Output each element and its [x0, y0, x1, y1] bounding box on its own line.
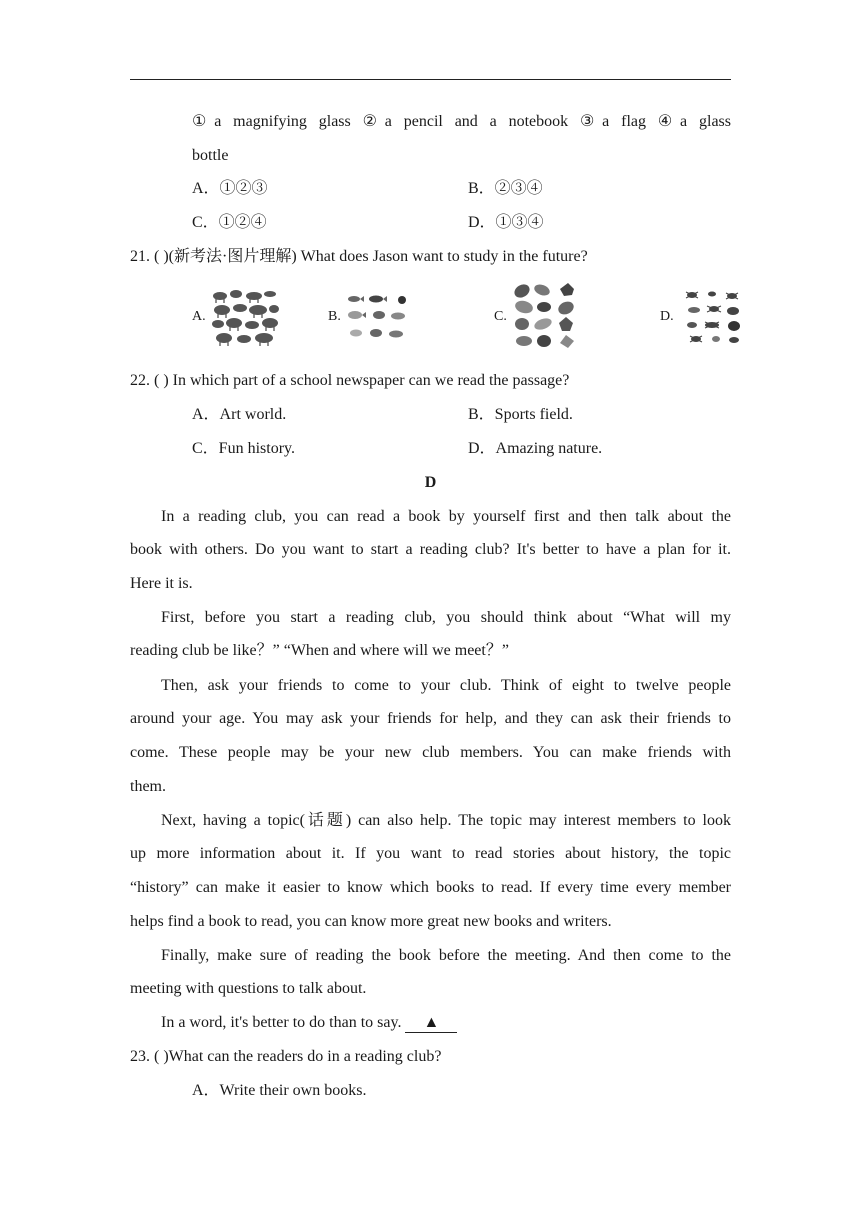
passage-line: In a reading club, you can read a book by yourself first and then talk about the: [161, 508, 731, 525]
q22-option-c[interactable]: C．Fun history.: [192, 440, 295, 457]
passage-line: book with others. Do you want to start a reading club? It's better to have a plan for it.: [130, 541, 731, 558]
passage-line: them.: [130, 778, 166, 795]
passage-last-line: [161, 1013, 731, 1033]
header-rule: [130, 79, 731, 80]
q21-option-b[interactable]: [328, 285, 428, 350]
passage-line: up more information about it. If you want to read stories about history, the topic: [130, 845, 731, 862]
q21-option-a-letter: A.: [192, 309, 206, 324]
q20-items-line1: ①a magnifying glass ②a pencil and a notebook ③a flag ④a glass: [192, 113, 731, 130]
q20-option-d[interactable]: D．①③④: [468, 214, 544, 231]
fish-image-icon: [346, 293, 412, 343]
q22-stem: 22. ( ) In which part of a school newspaper can we read the passage?: [130, 372, 570, 389]
q21-option-a[interactable]: [192, 285, 292, 350]
passage-line: Next, having a topic(话题) can also help. The topic may interest members to look: [161, 812, 731, 829]
passage-last-line-text: In a word, it's better to do than to say.: [161, 1014, 402, 1031]
q20-option-a[interactable]: A．①②③: [192, 180, 268, 197]
passage-line: helps find a book to read, you can know more great new books and writers.: [130, 913, 612, 930]
q22-option-a[interactable]: A．Art world.: [192, 406, 287, 423]
passage-line: First, before you start a reading club, you should think about “What will my: [161, 609, 731, 626]
q23-stem: 23. ( )What can the readers do in a reading club?: [130, 1048, 442, 1065]
passage-line: Then, ask your friends to come to your club. Think of eight to twelve people: [161, 677, 731, 694]
passage-line: “history” can make it easier to know which books to read. If every time every member: [130, 879, 731, 896]
q21-option-c[interactable]: [494, 285, 594, 350]
insects-image-icon: [684, 289, 742, 345]
q21-stem: 21. ( )(新考法·图片理解) What does Jason want to study in the future?: [130, 248, 588, 265]
passage-line: Here it is.: [130, 575, 193, 592]
answer-blank[interactable]: [405, 1014, 457, 1033]
q23-option-a[interactable]: A．Write their own books.: [192, 1082, 367, 1099]
q22-option-b[interactable]: B．Sports field.: [468, 406, 573, 423]
q21-option-d[interactable]: [660, 285, 750, 350]
passage-line: meeting with questions to talk about.: [130, 980, 367, 997]
q21-option-c-letter: C.: [494, 309, 507, 324]
q22-option-d[interactable]: D．Amazing nature.: [468, 440, 603, 457]
blank-triangle-mark: ▲: [423, 1014, 440, 1031]
passage-line: Finally, make sure of reading the book before the meeting. And then come to the: [161, 947, 731, 964]
animals-image-icon: [210, 288, 282, 348]
q20-option-b[interactable]: B．②③④: [468, 180, 543, 197]
q21-option-d-letter: D.: [660, 309, 674, 324]
q20-option-c[interactable]: C．①②④: [192, 214, 267, 231]
passage-line: around your age. You may ask your friends for help, and they can ask their friends to: [130, 710, 731, 727]
passage-heading: D: [424, 474, 437, 491]
leaves-image-icon: [512, 281, 584, 351]
q20-items-line2: bottle: [192, 147, 229, 164]
q21-option-b-letter: B.: [328, 309, 341, 324]
passage-line: reading club be like？” “When and where will we meet？”: [130, 642, 509, 659]
passage-line: come. These people may be your new club members. You can make friends with: [130, 744, 731, 761]
